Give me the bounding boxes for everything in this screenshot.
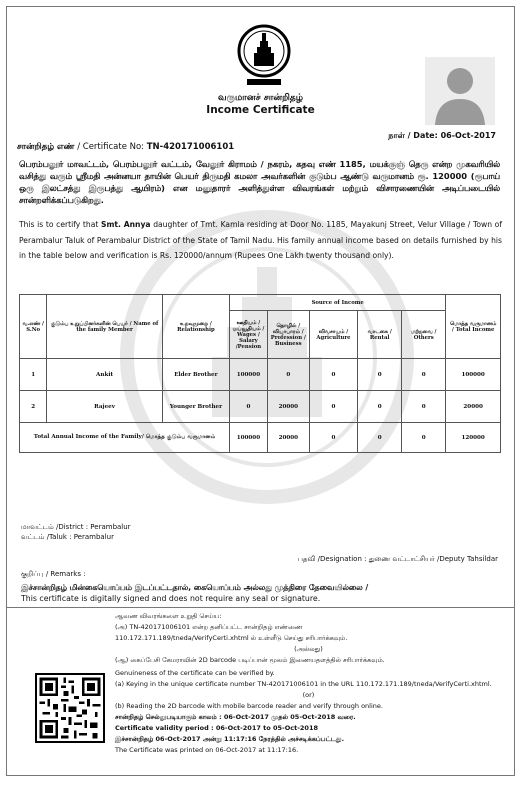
verify-option-a-english: (a) Keying in the unique certificate number TN-420171006101 in the URL 110.172.171.189/tneda/VerifyCerti.xhtml. [115,680,492,688]
cert-no-label-english: / Certificate No: [77,142,145,152]
cell-agriculture: 0 [309,391,357,423]
cell-sno: 1 [20,359,47,391]
district: மாவட்டம் /District : Perambalur [21,523,131,531]
title-english: Income Certificate [206,104,315,116]
cell-rental: 0 [358,391,402,423]
header-rental: வாடகை / Rental [358,311,402,359]
header-source: Source of Income [230,295,446,311]
header-others: மற்றவை / Others [402,311,446,359]
printed-on-tamil: இச்சான்றிதழ் 06-Oct-2017 அன்று 11:17:16 நேரத்தில் அச்சடிக்கப்பட்டது. [115,735,345,743]
digital-sign-note-english: This certificate is digitally signed and does not require any seal or signature. [21,594,321,603]
header-total: மொத்த வருமானம் / Total Income [446,295,501,359]
cell-sno: 2 [20,391,47,423]
cell-total: 100000 [446,359,501,391]
certification-paragraph-english [19,217,502,264]
cell-relationship: Younger Brother [162,391,229,423]
total-label: Total Annual Income of the Family/ மொத்த குடும்ப வருமானம் [20,423,230,453]
cell-others: 0 [402,391,446,423]
verify-option-b-english: (b) Reading the 2D barcode with mobile barcode reader and verify through online. [115,702,383,710]
qr-code[interactable] [35,673,105,743]
total-row [20,423,501,453]
cert-no-label-tamil: சான்றிதழ் எண் [17,142,75,152]
total-business: 20000 [267,423,309,453]
cell-business: 0 [267,359,309,391]
verify-option-a-tamil-1: (அ) TN-420171006101 என்ற தனிப்பட்ட சான்றிதழ் எண்ணை [115,623,303,631]
total-income: 120000 [446,423,501,453]
header-wages: ஊதியம் / ஓய்வூதியம் / Wages / Salary /Pension [230,311,268,359]
header-name: குடும்ப உறுப்பினர்களின் பெயர் / Name of the family Member [47,295,163,359]
remarks: குறிப்பு / Remarks : [21,570,86,578]
cell-total: 20000 [446,391,501,423]
verification-section [7,607,514,776]
cell-agriculture: 0 [309,359,357,391]
issue-date [388,131,496,141]
certificate-page [6,6,515,776]
header-business: தொழில் / வியாபாரம் / Profession / Business [267,311,309,359]
verification-text [115,612,502,757]
total-agriculture: 0 [309,423,357,453]
para-en-part1: This is to certify that [19,220,99,229]
certificate-number [17,142,234,153]
applicant-name: Smt. Annya [100,220,151,229]
digital-sign-note-tamil: இச்சான்றிதழ் மின்கையொப்பம் இடப்பட்டதால், கையொப்பம் அல்லது முத்திரை தேவையில்லை / [21,583,369,592]
certification-paragraph-tamil: பெரம்பலூர் மாவட்டம், பெரம்பலூர் வட்டம், வேலூர் கிராமம் / நகரம், கதவு எண் 1185, மயக்குஞ் தெரு என்ற முகவரியில் வசித்து வரும் ஸ்ரீமதி அன்னயா தாயின் பெயர் திருமதி கமலா அவர்களின் குடும்ப ஆண்டு வருமானம் ரூ. 120000 (ரூபாய் ஒரு இலட்சத்து இருபத்து ஆயிரம்) என மனுதாரர் அளித்துள்ள விவரங்கள் மற்றும் விசாரணையின் அடிப்படையில் சான்றளிக்கப்படுகிறது. [19,159,500,205]
tamil-nadu-emblem [237,21,291,91]
cell-wages: 100000 [230,359,268,391]
applicant-photo [425,57,495,125]
taluk: வட்டம் /Taluk : Perambalur [21,533,114,541]
para-en-part2: daughter of Tmt. Kamla residing at Door No. 1185, Mayakunj Street, Velur Village / Town of Perambalur Taluk of Perambalur District of the State of Tamil Nadu. His family annual income based on details furnished by his in the table below and verification is Rs. 120000/annum (Rupees One Lakh twenty thousand only). [19,220,502,260]
cert-no-value: TN-420171006101 [146,142,235,152]
title-tamil: வருமானச் சான்றிதழ் [217,93,303,103]
cell-others: 0 [402,359,446,391]
validity-english: Certificate validity period : 06-Oct-2017 to 05-Oct-2018 [115,724,318,732]
cell-name: Ankit [47,359,163,391]
designation: பதவி /Designation : துணை வட்டாட்சியர் /Deputy Tahsildar [297,555,498,563]
verify-heading-english: Genuineness of the certificate can be verified by. [115,669,275,677]
total-rental: 0 [358,423,402,453]
printed-on-english: The Certificate was printed on 06-Oct-2017 at 11:17:16. [115,746,299,754]
income-table [19,294,501,453]
cell-name: Rajeev [47,391,163,423]
date-value: 06-Oct-2017 [440,131,496,140]
total-wages: 100000 [230,423,268,453]
cell-rental: 0 [358,359,402,391]
header-agriculture: விவசாயம் / Agriculture [309,311,357,359]
verify-option-b-tamil: (ஆ) கைப்பேசி கேமராவின் 2D barcode படிப்பான் மூலம் இணையதளத்தில் சரிபார்க்கவும். [115,656,385,664]
verify-option-a-tamil-2: 110.172.171.189/tneda/VerifyCerti.xhtml ல் உள்ளீடு செய்து சரிபார்க்கவும். [115,634,348,642]
cell-business: 20000 [267,391,309,423]
verify-or-english: (or) [302,691,315,699]
table-row [20,391,501,423]
table-row [20,359,501,391]
location-block [21,522,131,542]
header-relationship: உறவுமுறை / Relationship [162,295,229,359]
date-label: நாள் / Date: [388,131,438,140]
verify-heading-tamil: ஆவண விவரங்களை உறுதி செய்ய: [115,612,222,620]
cell-relationship: Elder Brother [162,359,229,391]
total-others: 0 [402,423,446,453]
verify-or-tamil: (அல்லது) [294,645,323,653]
validity-tamil: சான்றிதழ் செல்லுபடியாகும் காலம் : 06-Oct-2017 முதல் 05-Oct-2018 வரை. [115,713,356,721]
header-sno: வ.எண் / S.No [20,295,47,359]
cell-wages: 0 [230,391,268,423]
